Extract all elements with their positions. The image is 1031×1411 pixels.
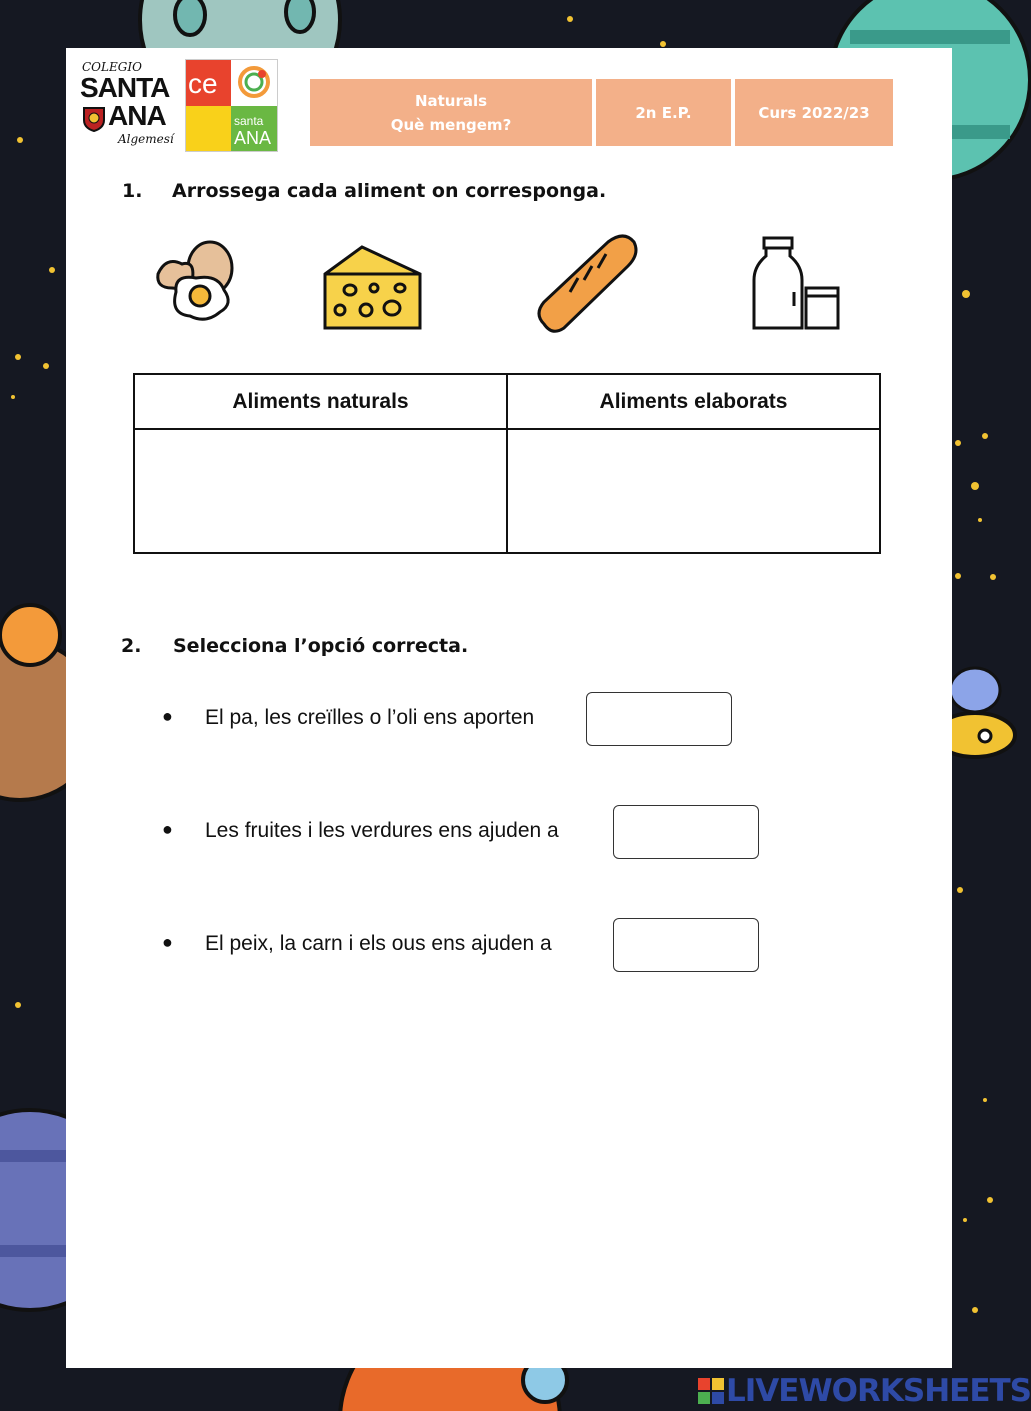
ce-logo-red — [186, 60, 231, 106]
egg-icon[interactable] — [152, 238, 238, 324]
statement-text: El pa, les creïlles o l’oli ens aporten — [205, 706, 535, 729]
list-item — [162, 692, 862, 748]
school-logo-line1: COLEGIO — [82, 60, 142, 74]
ce-logo-yellow — [186, 106, 231, 151]
sorting-table-drop-row — [134, 429, 880, 553]
year-label: Curs 2022/23 — [758, 103, 870, 122]
ce-logo — [185, 59, 278, 152]
question1-title — [122, 180, 822, 206]
drop-zone-natural[interactable] — [134, 429, 507, 553]
liveworksheets-logo — [698, 1374, 1031, 1408]
column-natural-header: Aliments naturals — [134, 374, 507, 429]
school-logo — [80, 58, 175, 150]
year-box — [735, 79, 893, 146]
question2-title — [121, 635, 821, 661]
milk-icon[interactable] — [750, 236, 842, 332]
sorting-table — [133, 373, 881, 554]
ce-logo-ana: ANA — [234, 128, 272, 148]
school-logo-line3: ANA — [108, 100, 166, 131]
ce-logo-green — [231, 106, 277, 151]
answer-select-3[interactable] — [613, 918, 759, 972]
question2-number: 2. — [121, 635, 142, 657]
ce-logo-santa: santa — [234, 114, 264, 128]
ce-logo-ce: ce — [188, 68, 218, 99]
statement-text: El peix, la carn i els ous ens ajuden a — [205, 932, 552, 955]
school-logo-line2: SANTA — [80, 72, 170, 103]
answer-select-1[interactable] — [586, 692, 732, 746]
statement-text: Les fruites i les verdures ens ajuden a — [205, 819, 559, 842]
school-logo-line4: Algemesí — [118, 132, 174, 146]
question1-text: Arrossega cada aliment on corresponga. — [172, 180, 607, 202]
ce-logo-emblem-icon — [232, 60, 277, 106]
subject-box — [310, 79, 592, 146]
question1-number: 1. — [122, 180, 143, 202]
drop-zone-processed[interactable] — [507, 429, 880, 553]
bullet-icon: ● — [162, 932, 173, 952]
bullet-icon: ● — [162, 819, 173, 839]
subject-line1: Naturals — [414, 91, 488, 110]
sorting-table-header — [134, 374, 880, 429]
subject-line2: Què mengem? — [390, 115, 512, 134]
list-item — [162, 918, 862, 974]
bullet-icon: ● — [162, 706, 173, 726]
grade-label: 2n E.P. — [635, 103, 692, 122]
liveworksheets-text: LIVEWORKSHEETS — [726, 1373, 1031, 1409]
worksheet — [66, 48, 952, 1368]
answer-select-2[interactable] — [613, 805, 759, 859]
grade-box — [596, 79, 731, 146]
column-processed-header: Aliments elaborats — [507, 374, 880, 429]
question2-text: Selecciona l’opció correcta. — [173, 635, 469, 657]
list-item — [162, 805, 862, 861]
cheese-icon[interactable] — [322, 244, 424, 330]
liveworksheets-grid-icon — [698, 1378, 724, 1404]
bread-icon[interactable] — [534, 232, 638, 336]
crest-icon — [82, 106, 106, 132]
